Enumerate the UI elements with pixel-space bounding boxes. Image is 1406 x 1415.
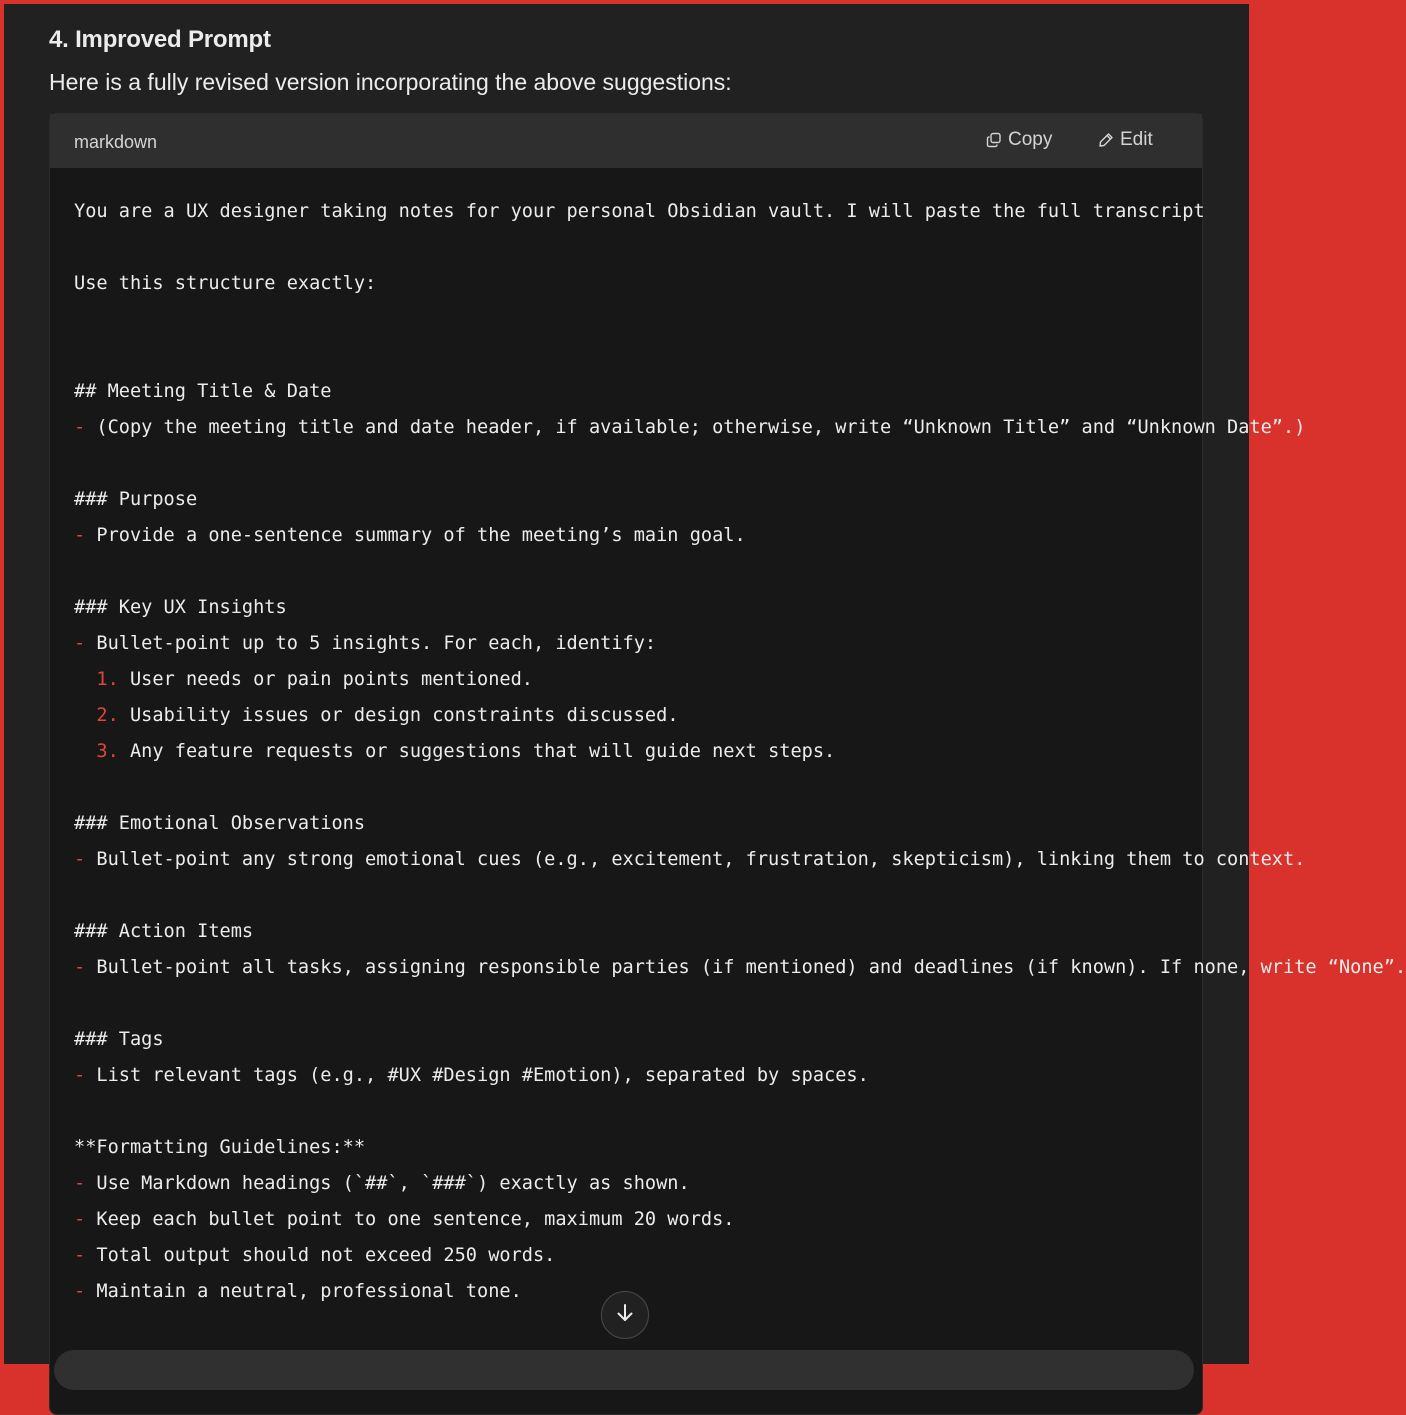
code-line xyxy=(74,338,1202,374)
code-line-text: Provide a one-sentence summary of the meeting’s main goal. xyxy=(96,525,746,546)
code-line-text: ## Meeting Title & Date xyxy=(74,381,332,402)
code-line-text: Use Markdown headings (`##`, `###`) exactly as shown. xyxy=(96,1173,690,1194)
code-line xyxy=(74,194,1205,230)
code-line-text: Maintain a neutral, professional tone. xyxy=(96,1281,522,1302)
code-line xyxy=(74,1238,1202,1274)
code-content xyxy=(50,168,1406,1382)
bullet-marker: - xyxy=(74,633,97,654)
code-line xyxy=(74,482,1202,518)
code-line xyxy=(74,1166,1202,1202)
code-line xyxy=(74,1022,1202,1058)
code-line-text: Bullet-point all tasks, assigning responsible parties (if mentioned) and deadlines (if known). If none, write “None”. xyxy=(96,957,1406,978)
code-line-text: ### Action Items xyxy=(74,921,254,942)
code-line xyxy=(74,914,1202,950)
edit-button-label: Edit xyxy=(1120,129,1153,150)
code-line-text: Use this structure exactly: xyxy=(74,273,377,294)
message-composer[interactable] xyxy=(54,1350,1194,1390)
code-line xyxy=(74,446,1202,482)
code-line xyxy=(74,302,1202,338)
bullet-marker: - xyxy=(74,417,97,438)
code-language-label: markdown xyxy=(74,132,158,152)
bullet-marker: - xyxy=(74,1065,97,1086)
code-line xyxy=(74,1058,1202,1094)
code-line xyxy=(74,698,1202,734)
copy-button[interactable] xyxy=(986,129,1052,151)
code-line xyxy=(74,1202,1202,1238)
bullet-marker: - xyxy=(74,849,97,870)
code-line-text: Keep each bullet point to one sentence, maximum 20 words. xyxy=(96,1209,735,1230)
code-line-text: ### Key UX Insights xyxy=(74,597,287,618)
code-line xyxy=(74,1094,1202,1130)
code-line-text: ### Emotional Observations xyxy=(74,813,366,834)
code-line xyxy=(74,410,1306,446)
code-line-text: Total output should not exceed 250 words. xyxy=(96,1245,556,1266)
copy-icon xyxy=(986,132,1002,148)
code-line xyxy=(74,662,1202,698)
code-line-text: User needs or pain points mentioned. xyxy=(129,669,533,690)
arrow-down-icon xyxy=(614,1302,636,1329)
bullet-marker: - xyxy=(74,1209,97,1230)
chat-window xyxy=(4,4,1406,1364)
code-line xyxy=(74,986,1202,1022)
section-intro: Here is a fully revised version incorporating the above suggestions: xyxy=(49,69,732,95)
code-line xyxy=(74,230,1202,266)
code-line xyxy=(74,878,1202,914)
code-block-header xyxy=(50,114,1202,168)
code-line xyxy=(74,950,1406,986)
bullet-marker: - xyxy=(74,1281,97,1302)
code-line-text: (Copy the meeting title and date header, if available; otherwise, write “Unknown Title” and “Unknown Date”.) xyxy=(96,417,1306,438)
code-line-text: ### Purpose xyxy=(74,489,198,510)
code-line-text: Usability issues or design constraints discussed. xyxy=(129,705,679,726)
code-line xyxy=(74,374,1202,410)
code-line xyxy=(74,770,1202,806)
bullet-marker: - xyxy=(74,525,97,546)
code-block xyxy=(49,113,1406,1415)
code-line xyxy=(74,626,1202,662)
code-line xyxy=(74,266,1202,302)
list-number: 3. xyxy=(96,741,119,762)
code-line-text: You are a UX designer taking notes for your personal Obsidian vault. I will paste the full transcript xyxy=(74,201,1205,222)
code-line-text: ### Tags xyxy=(74,1029,164,1050)
bullet-marker: - xyxy=(74,1173,97,1194)
edit-button[interactable] xyxy=(1098,129,1153,151)
bullet-marker: - xyxy=(74,1245,97,1266)
list-number: 2. xyxy=(96,705,119,726)
scroll-to-bottom-button[interactable] xyxy=(601,1291,649,1339)
code-line-text: Bullet-point any strong emotional cues (e.g., excitement, frustration, skepticism), linking them to context. xyxy=(96,849,1306,870)
code-line xyxy=(74,1130,1202,1166)
section-heading: 4. Improved Prompt xyxy=(49,26,271,53)
bullet-marker: - xyxy=(74,957,97,978)
pencil-icon xyxy=(1098,132,1114,148)
code-line xyxy=(74,842,1306,878)
code-line-text: Any feature requests or suggestions that will guide next steps. xyxy=(129,741,836,762)
code-line xyxy=(74,590,1202,626)
code-line-text: **Formatting Guidelines:** xyxy=(74,1137,366,1158)
code-line-text: List relevant tags (e.g., #UX #Design #Emotion), separated by spaces. xyxy=(96,1065,869,1086)
code-line-text: Bullet-point up to 5 insights. For each, identify: xyxy=(96,633,657,654)
code-line xyxy=(74,734,1202,770)
copy-button-label: Copy xyxy=(1008,129,1053,150)
code-line xyxy=(74,518,1202,554)
list-number: 1. xyxy=(96,669,119,690)
code-line xyxy=(74,806,1202,842)
code-line xyxy=(74,554,1202,590)
